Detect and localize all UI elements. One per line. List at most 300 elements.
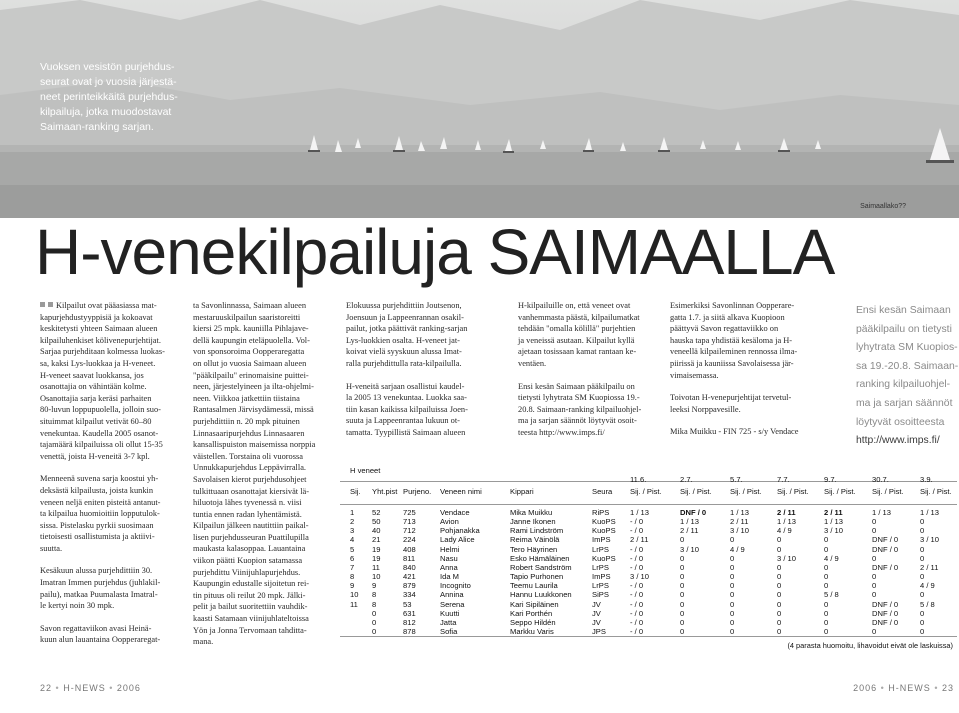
table-cell: 879 [403,581,416,591]
table-cell: 1 / 13 [920,508,939,517]
table-cell: Markku Varis [510,626,554,636]
table-cell: Teemu Laurila [510,581,558,591]
column-header: Sij. / Pist. [680,487,712,496]
sidebar-line: pääkilpailu on tietysti [856,323,952,335]
header-photo [0,0,959,218]
text-line: neen. Viikkoa jatkettiin tiistaina [193,393,300,403]
table-cell: 0 [680,590,685,600]
table-cell: 2 [350,517,355,527]
text-line: ma ja sarjan säännöt löytyvät osoit- [518,416,637,426]
table-cell: 0 [920,517,925,527]
table-cell: Esko Hämäläinen [510,553,570,563]
text-line: Esimerkiksi Savonlinnan Oopperare- [670,301,795,310]
table-cell: RiPS [592,508,610,517]
table-cell: 3 / 10 [920,535,939,545]
table-cell: Nasu [440,553,458,563]
table-cell: 840 [403,562,416,572]
table-cell: 0 [680,535,685,545]
text-line: Savolaisen kierot purjehdusohjeet [193,474,307,484]
table-cell: 0 [872,553,877,563]
text-line: venettä, joista H-veneitä 3-7 kpl. [40,451,150,461]
column-header: Sij. [350,487,361,496]
text-line: lisen purjehdusseuran Puattilupilla [193,532,309,542]
table-cell: 0 [824,544,829,554]
text-line: hiluotoja lähes tyvenessä n. viisi [193,498,302,508]
table-cell: Vendace [440,508,470,517]
table-cell: 9 [372,581,377,591]
table-cell: 11 [350,599,358,609]
table-cell: LrPS [592,544,609,554]
table-cell: - / 0 [630,626,644,636]
table-cell: 0 [777,544,782,554]
text-line: purjehdittu Viinijuhlapurjehdus. [193,567,301,577]
text-line: pailu), matkaa Puumalasta Imatral- [40,589,158,599]
sidebar-link[interactable]: http://www.imps.fi/ [856,435,940,447]
table-cell: 3 / 10 [630,572,649,582]
text-line: tajamäärä kilpailuissa oli ollut 15-35 [40,440,163,450]
text-line: H-veneet saavat luokkansa, jos [40,370,144,380]
table-cell: 0 [680,599,685,609]
text-line: Kaupungin edustalle sijoitetun rei- [193,579,310,589]
text-line: pelit ja bailut suoritettiin vauhdik- [193,602,308,612]
table-cell: 0 [777,599,782,609]
table-cell: 1 / 13 [630,508,649,517]
text-line: Osanottajia sarja keräsi parhaiten [40,393,152,403]
table-cell: - / 0 [630,608,644,618]
table-cell: 10 [350,590,359,600]
column-header: Sij. / Pist. [730,487,762,496]
text-line: pailut, jotka päättivät ranking-sarjan [346,324,468,334]
text-line: Unnukkapurjehdus Leppävirralla. [193,463,307,473]
column-header: Yht.pist [372,487,398,496]
table-grid [340,460,957,650]
table-cell: 0 [680,572,685,582]
text-line: la 2005 13 venekuntaa. Luokka saa- [346,393,467,403]
table-cell: DNF / 0 [680,508,707,517]
sidebar-pullquote [856,302,959,451]
table-footnote: (4 parasta huomoitu, lihavoidut eivät ole laskuissa) [787,641,953,650]
table-cell: 0 [920,617,925,627]
table-cell: - / 0 [630,544,644,554]
table-cell: 4 / 9 [777,526,792,536]
table-cell: 10 [372,572,381,582]
table-cell: Anna [440,562,458,572]
separator-dot: • [880,683,885,693]
text-line: Imatran Immen purjehdus (juhlakil- [40,578,161,588]
text-line: Mika Muikku - FIN 725 - s/y Vendace [670,427,799,437]
text-line: Kilpailun jälkeen nautittiin paikal- [193,521,309,531]
sidebar-line: lyhytrata SM Kuopios- [856,342,958,354]
text-line: tuntia ennen radan lyhentämistä. [193,509,302,519]
separator-dot: • [934,683,939,693]
table-cell: 0 [872,581,877,591]
sidebar-line: löytyvät osoitteesta [856,416,945,428]
paragraph-gap [346,370,491,381]
table-title: H veneet [350,466,381,475]
table-cell: 725 [403,508,416,517]
text-line: leeksi Norppavesille. [670,404,741,414]
table-cell: - / 0 [630,553,644,563]
table-cell: 4 / 9 [824,553,839,563]
table-cell: Avion [440,517,459,527]
race-date-header: 9.7. [824,475,837,484]
table-cell: DNF / 0 [872,544,899,554]
column-header: Sij. / Pist. [824,487,856,496]
table-cell: 0 [730,608,735,618]
table-cell: 0 [730,572,735,582]
table-cell: 50 [372,517,381,527]
table-cell: 0 [920,553,925,563]
issue-year: 2006 [853,683,878,693]
table-cell: 224 [403,535,416,545]
issue-year: 2006 [116,683,141,693]
column-header: Kippari [510,487,534,496]
text-line-content: Kilpailut ovat pääasiassa mat- [56,301,157,310]
page-number: 22 [40,683,53,693]
text-line: Linnasaaripurjehdus Linnasaaren [193,428,305,438]
text-line: sa, kaksi Lys-luokkaa ja H-veneet. [40,358,156,368]
column-header: Purjeno. [403,487,432,496]
magazine-name: H-NEWS [888,683,931,693]
sidebar-line: ma ja sarjan säännöt [856,397,953,409]
table-cell: JV [592,617,601,627]
text-line: le kertyi noin 30 mpk. [40,601,115,611]
table-cell: 0 [680,581,685,591]
table-cell: KuoPS [592,553,616,563]
table-cell: Jatta [440,617,457,627]
table-cell: Hannu Luukkonen [510,590,572,600]
table-cell: - / 0 [630,590,644,600]
race-date-header: 7.7. [777,475,790,484]
table-cell: Helmi [440,544,460,554]
table-cell: 11 [372,562,380,572]
separator-dot: • [109,683,114,693]
separator-dot: • [55,683,60,693]
table-cell: 3 / 10 [680,544,699,554]
table-cell: 0 [680,626,685,636]
text-line: ventäen. [518,358,547,368]
text-line: viikon päätti Kuopion satamassa [193,556,303,566]
table-cell: Ida M [440,572,459,582]
text-line: ta Savonlinnassa, Saimaan alueen [193,301,307,310]
photo-caption: Saimaallako?? [860,203,906,210]
text-line: tin pituus oli reilut 20 mpk. Jälki- [193,590,306,600]
text-line: purjehdittiin n. 20 mpk pituinen [193,416,300,426]
table-cell: 712 [403,526,416,536]
article-headline: H-venekilpailuja SAIMAALLA [35,216,835,288]
text-line: veneellä kilpaileminen rennossa ilma- [670,347,798,357]
column-header: Sij. / Pist. [777,487,809,496]
table-cell: 4 / 9 [730,544,745,554]
table-cell: 1 / 13 [872,508,891,517]
table-cell: 0 [730,553,735,563]
table-cell: 0 [777,535,782,545]
text-line: H-veneitä sarjaan osallistui kaudel- [346,381,465,391]
text-line: ajetaan tosissaan kamat rantaan ke- [518,347,637,357]
table-cell: KuoPS [592,526,616,536]
text-line: koivat vielä syyskuun alussa Imat- [346,347,462,357]
table-cell: Kari Sipiläinen [510,599,559,609]
table-cell: 0 [777,608,782,618]
table-cell: 0 [730,562,735,572]
text-line: tamatta. Tyypillistä Saimaan alueen [346,427,466,437]
paragraph-gap [670,415,815,426]
intro-line: Saimaan-ranking sarjan. [40,121,154,133]
text-line: Elokuussa purjehdittiin Joutsenon, [346,301,462,310]
table-cell: ImPS [592,572,611,582]
table-cell: DNF / 0 [872,562,899,572]
text-line: H-kilpailuille on, että veneet ovat [518,301,631,310]
table-cell: 0 [680,562,685,572]
table-cell: JV [592,608,601,618]
table-cell: Mika Muikku [510,508,553,517]
table-cell: DNF / 0 [872,535,899,545]
table-cell: Rami Lindström [510,526,564,536]
race-date-header: 2.7. [680,475,693,484]
text-line: Rantasalmen Järvisydämessä, missä [193,405,314,415]
article-column-3 [346,300,491,439]
text-line: ralla purjehdittulla rata-kilpailulla. [346,358,462,368]
text-line: Ensi kesän Saimaan pääkilpailu on [518,381,635,391]
text-line: Joensuun ja Lappeenrannan osakil- [346,312,464,322]
text-line: 80-luvun loppupuolella, jolloin suo- [40,405,161,415]
table-cell: 6 [350,553,355,563]
footer-left [40,683,141,693]
table-cell: 2 / 11 [824,508,843,517]
text-line: tiin kasan kaikissa kilpailuissa Joen- [346,404,468,414]
table-cell: 4 / 9 [920,581,935,591]
table-cell: 0 [920,590,925,600]
table-cell: 2 / 11 [630,535,649,545]
table-cell: 0 [920,544,925,554]
table-cell: 2 / 11 [680,526,699,536]
text-line: Menneenä suvena sarja koostui yh- [40,474,159,484]
text-line: mana. [193,637,214,647]
text-line: ja veneissä asutaan. Kilpailut kyllä [518,335,635,345]
table-cell: 3 / 10 [730,526,749,536]
table-cell: 0 [824,562,829,572]
table-cell: 0 [920,572,925,582]
table-cell: Tapio Purhonen [510,572,564,582]
text-line: piirissä ja kauniissa Savolaisessa jär- [670,358,794,368]
text-line: kiersi 25 mpk. kauniilla Pihlajave- [193,324,309,334]
table-cell: Kari Porthén [510,608,553,618]
table-cell: Kuutti [440,608,460,618]
text-line: vimaisemassa. [670,370,719,380]
paragraph-gap [40,612,178,623]
table-cell: 631 [403,608,416,618]
table-cell: DNF / 0 [872,599,899,609]
table-cell: Incognito [440,581,471,591]
table-cell: 5 [350,544,355,554]
text-line: hauska tapa yhdistää kesäloma ja H- [670,335,793,345]
text-line: on ollut jo vuosia Saimaan alueen [193,358,307,368]
table-cell: 0 [680,617,685,627]
table-cell: 812 [403,617,416,627]
table-cell: 1 / 13 [680,517,699,527]
text-line: teesta http://www.imps.fi/ [518,427,605,437]
table-cell: 0 [920,608,925,618]
text-line: kilpailuhenkiset kölivenepurjehtijat. [40,335,161,345]
table-cell: 0 [824,581,829,591]
table-cell: Tero Häyrinen [510,544,558,554]
text-line: tehdään "omalla kölillä" purjehtien [518,324,636,334]
text-line: osanottajia on vähintään kolme. [40,382,147,392]
table-cell: 1 / 13 [730,508,749,517]
table-cell: 9 [350,581,355,591]
text-line: suutta. [40,543,63,553]
table-cell: 3 / 10 [824,526,843,536]
intro-line: Vuoksen vesistön purjehdus- [40,61,175,73]
table-cell: 1 / 13 [777,517,796,527]
table-cell: 0 [920,526,925,536]
sidebar-line: Ensi kesän Saimaan [856,305,951,316]
sidebar-line: ranking kilpailuohjel- [856,379,951,391]
table-cell: 713 [403,517,416,527]
text-line: "pääkilpailu" erinomaisine puittei- [193,370,309,380]
table-cell: 0 [777,572,782,582]
table-cell: 0 [872,526,877,536]
text-line: Yön ja Jonna Tervomaan tahditta- [193,625,307,635]
table-cell: 0 [730,535,735,545]
article-column-5 [670,300,815,438]
text-line: kuun alun lauantaina Oopperaregat- [40,635,161,645]
table-cell: - / 0 [630,599,644,609]
table-cell: 0 [680,608,685,618]
text-line: tietysti lyhytrata SM Kuopiossa 19.- [518,393,640,403]
text-line: kansallispuiston maisemissa norppia [193,440,316,450]
table-cell: 811 [403,553,416,563]
paragraph-gap [670,381,815,392]
table-cell: 0 [777,562,782,572]
table-cell: 408 [403,544,416,554]
intro-text [40,60,178,135]
table-cell: DNF / 0 [872,608,899,618]
table-cell: 19 [372,544,381,554]
table-cell: 0 [730,599,735,609]
column-header: Seura [592,487,613,496]
table-cell: Janne Ikonen [510,517,556,527]
table-cell: - / 0 [630,581,644,591]
table-cell: 0 [824,535,829,545]
table-cell: 53 [403,599,412,609]
table-cell: 4 [350,535,355,545]
table-cell: 878 [403,626,416,636]
table-cell: 0 [824,608,829,618]
text-line: 20.8. Saimaan-ranking kilpailuohjel- [518,404,642,414]
table-cell: 40 [372,526,381,536]
race-date-header: 11.6. [630,475,647,484]
table-cell: - / 0 [630,617,644,627]
magazine-name: H-NEWS [63,683,106,693]
table-cell: JV [592,599,601,609]
text-line: Toivotan H-venepurjehtijat tervetul- [670,393,792,403]
table-cell: SiPS [592,590,609,600]
text-line: suuta ja Lappeenrantaa lukuun ot- [346,416,460,426]
text-line: tietoisesti osallistumista ja aktiivi- [40,532,155,542]
table-cell: 8 [372,590,377,600]
table-cell: - / 0 [630,517,644,527]
table-cell: 52 [372,508,381,517]
table-cell: Sofia [440,626,458,636]
paragraph-gap [518,370,663,381]
sidebar-line: sa 19.-20.8. Saimaan- [856,360,959,372]
table-cell: - / 0 [630,562,644,572]
table-cell: 0 [730,590,735,600]
table-cell: 334 [403,590,416,600]
text-line: Lys-luokkien osalta. H-veneet jat- [346,335,460,345]
table-cell: 0 [730,617,735,627]
text-line: sissa. Pistelasku pyrkii suosimaan [40,520,154,530]
table-cell: 0 [680,553,685,563]
column-header: Sij. / Pist. [630,487,662,496]
table-cell: JPS [592,626,606,636]
table-cell: 0 [920,626,925,636]
table-cell: Annina [440,590,464,600]
intro-line: seurat ovat jo vuosia järjestä- [40,76,177,88]
table-cell: 0 [824,626,829,636]
table-cell: 0 [777,581,782,591]
table-cell: 0 [777,590,782,600]
table-cell: Pohjanakka [440,526,480,536]
table-cell: 0 [777,626,782,636]
table-cell: 19 [372,553,381,563]
text-line: neen, järjestelyineen ja ilta-ohjelmi- [193,382,314,392]
table-cell: Serena [440,599,465,609]
text-line: maukasta kalasoppaa. Lauantaina [193,544,306,554]
text-line: deksästä kilpailusta, joista kunkin [40,485,154,495]
text-line [40,300,178,312]
table-cell: 3 / 10 [777,553,796,563]
text-line: vanhemmasta päästä, kilpailumatkat [518,312,640,322]
table-cell: 0 [824,617,829,627]
text-line: gatta 1.7. ja siitä alkava Kuopioon [670,312,785,322]
table-cell: 0 [372,617,377,627]
table-cell: ImPS [592,535,611,545]
article-column-4 [518,300,663,439]
table-cell: Seppo Hildén [510,617,556,627]
paragraph-gap [40,554,178,565]
text-line: keskitetysti yhteen Saimaan alueen [40,324,158,334]
text-line: Sarjaa purjehditaan kolmessa luokas- [40,347,165,357]
article-column-1 [40,300,178,646]
table-cell: Robert Sandström [510,562,572,572]
race-date-header: 3.9. [920,475,933,484]
table-cell: 7 [350,562,355,572]
text-line: tulkittuaan osanottajat kiersivät lä- [193,486,310,496]
text-line: dellä kaupungin eteläpuolella. Vol- [193,335,310,345]
bullet-square-icon [48,302,53,307]
table-cell: 0 [872,590,877,600]
table-cell: 5 / 8 [824,590,839,600]
table-cell: 0 [872,626,877,636]
column-header: Sij. / Pist. [920,487,952,496]
table-cell: 8 [372,599,377,609]
text-line: Kesäkuun alussa purjehdittiin 30. [40,566,153,576]
table-cell: 8 [350,572,355,582]
race-date-header: 5.7. [730,475,743,484]
table-cell: 0 [824,572,829,582]
table-cell: 0 [730,581,735,591]
table-cell: DNF / 0 [872,617,899,627]
table-cell: 5 / 8 [920,599,935,609]
text-line: kaasti Satamaan viinijuhlateltoissa [193,614,309,624]
table-cell: 3 [350,526,355,536]
table-cell: 0 [824,599,829,609]
bullet-square-icon [40,302,45,307]
table-cell: 0 [872,517,877,527]
table-cell: 0 [372,608,377,618]
